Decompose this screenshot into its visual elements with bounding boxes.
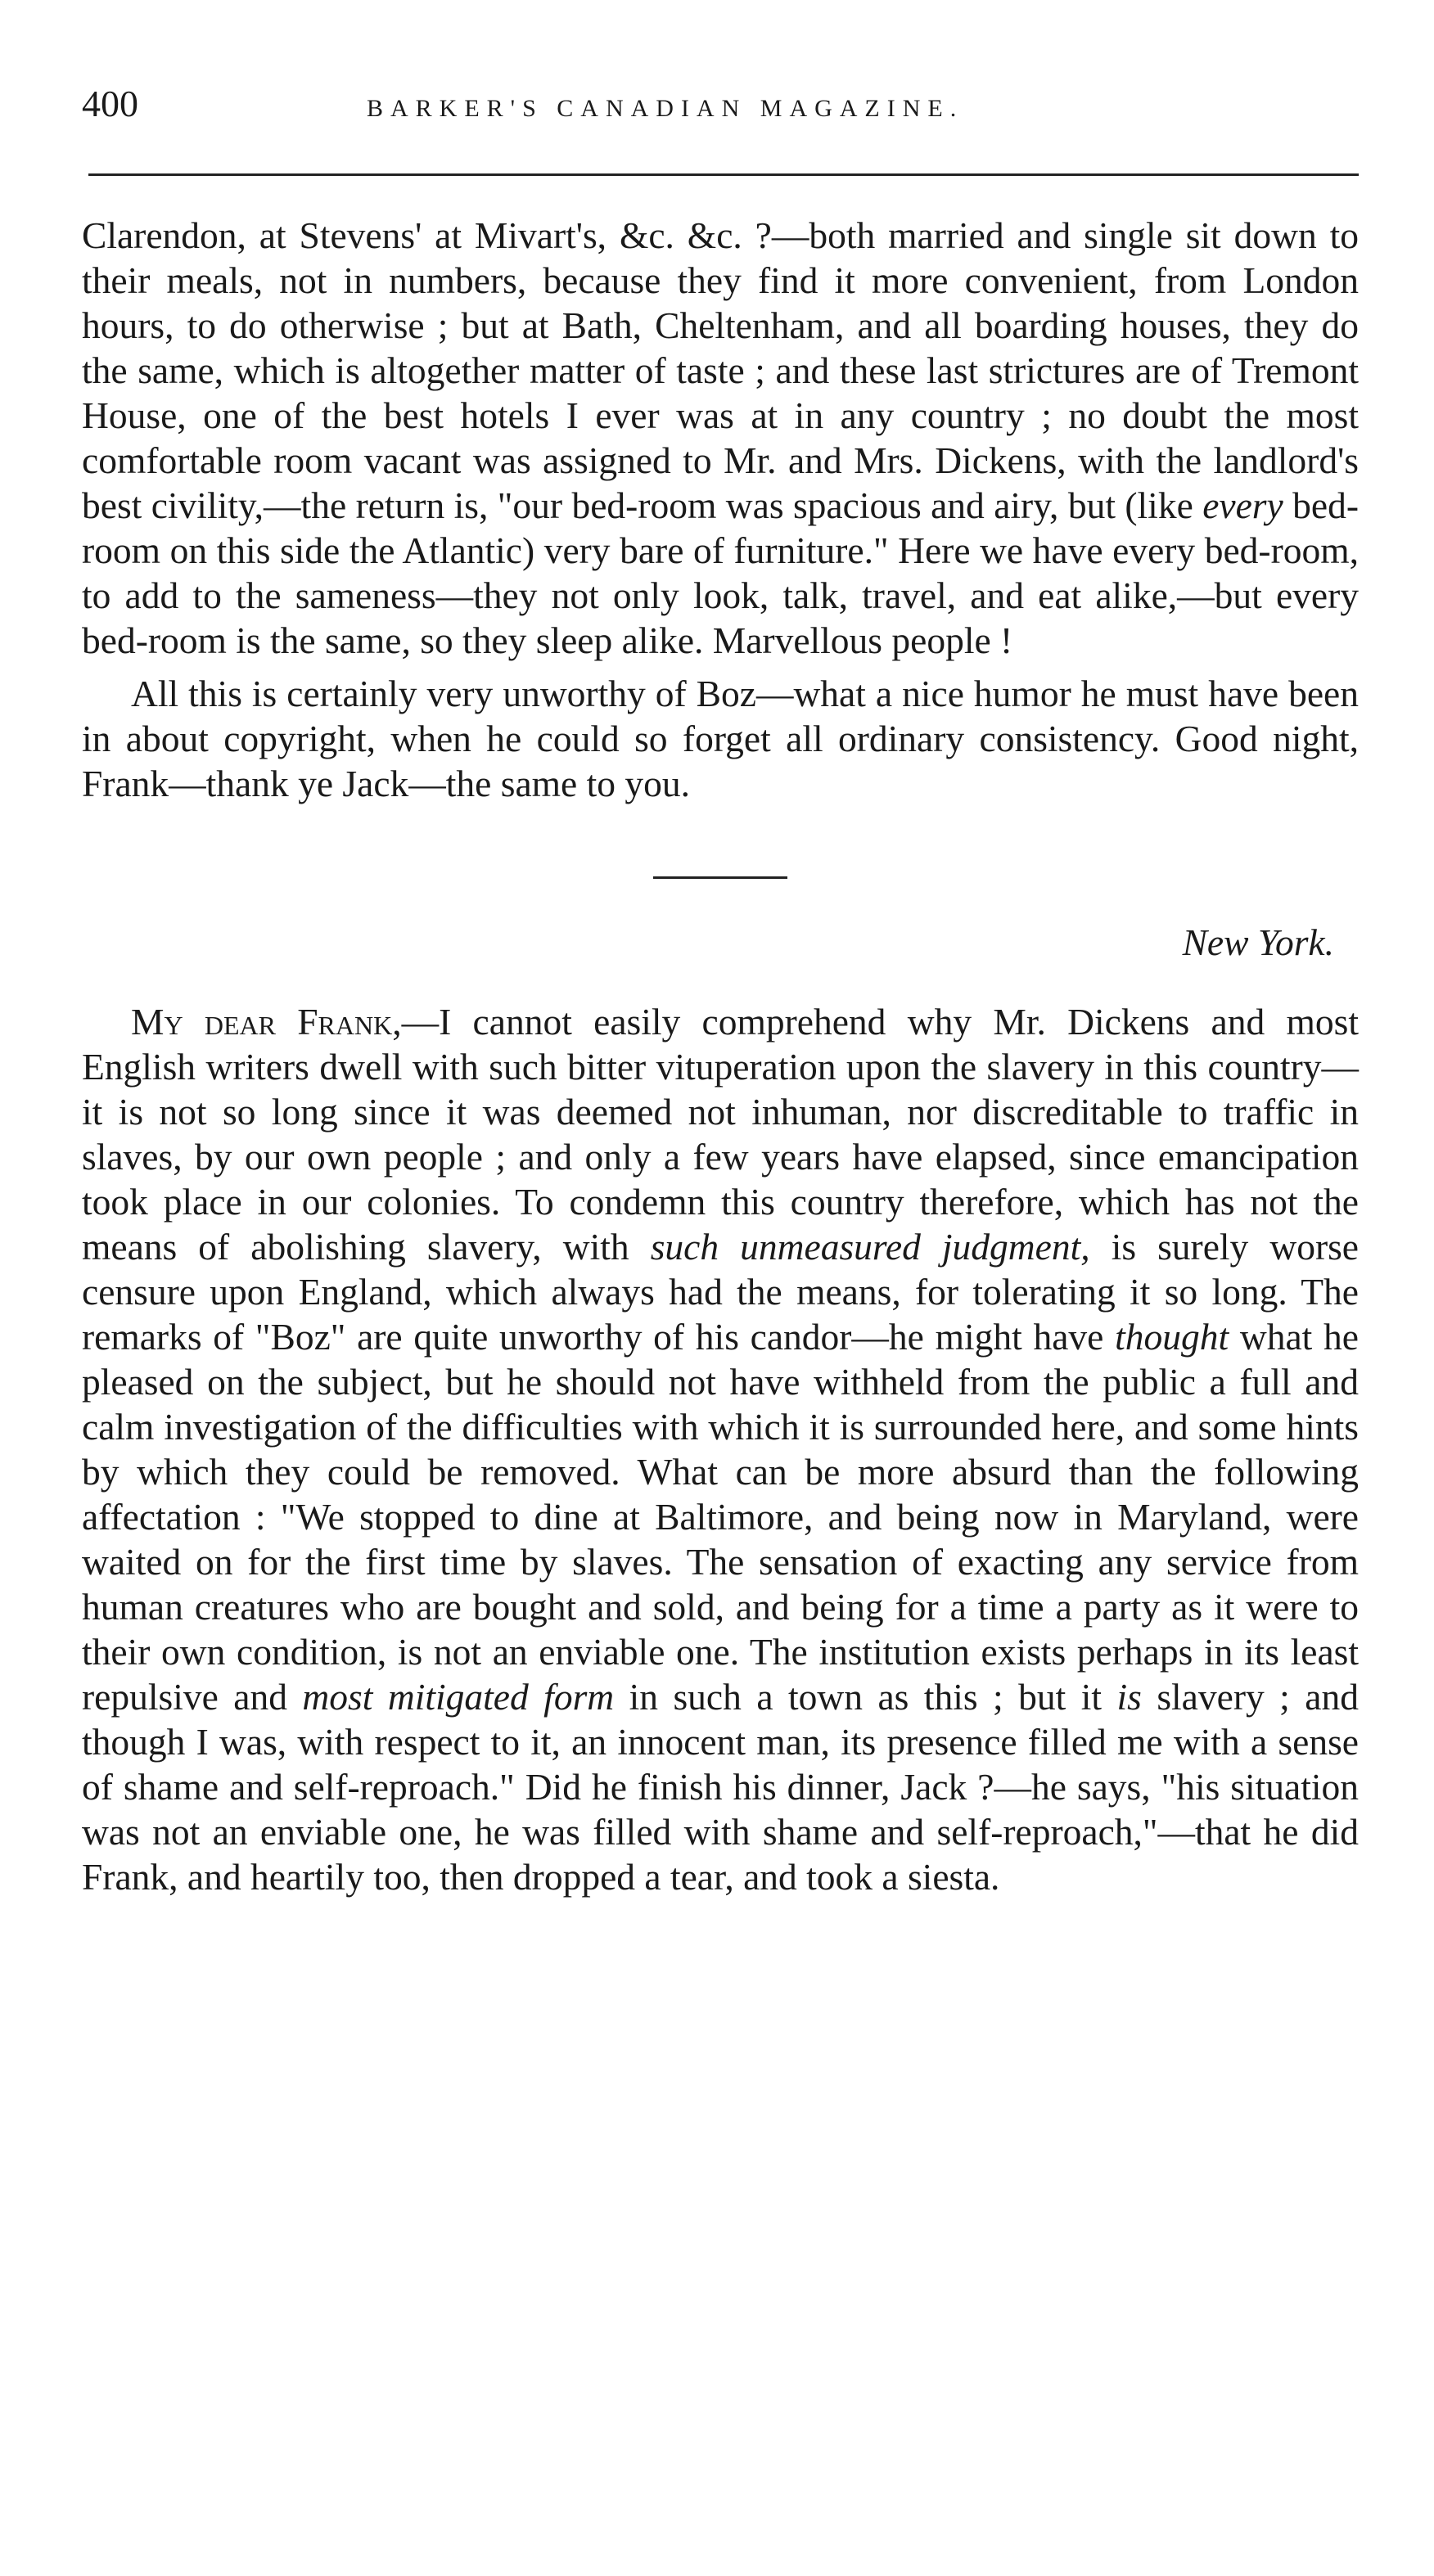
letter-emphasis-2: thought (1115, 1316, 1229, 1358)
letter-text-2: is surely worse censure upon England, which always had the means, for tolerating it so long. The remarks of "Boz" are quite unworthy of his candor—he might have (82, 1226, 1360, 1358)
letter-text-1: —I cannot easily comprehend why Mr. Dickens and most English writers dwell with such bitter vituperation upon the slavery in this country—it is not so long since it was deemed not inhuman, nor discreditable to traffic in slaves, by our own people ; and only a few years have elapsed, since emancipation took place in our colonies. To condemn this country therefore, which has not the means of abolishing slavery, with (82, 1001, 1359, 1268)
body-text (82, 213, 1359, 1899)
continued-text-1: Clarendon, at Stevens' at Mivart's, &c. &c. ?—both married and single sit down to their meals, not in numbers, because they find it more convenient, from London hours, to do otherwise ; but at Bath, Cheltenham, and all boarding houses, they do the same, which is altogether matter of taste ; and these last strictures are of Tremont House, one of the best hotels I ever was at in any country ; no doubt the most comfortable room vacant was assigned to Mr. and Mrs. Dickens, with the landlord's best civility,—the return is, "our bed-room was spacious and airy, but (like (82, 214, 1359, 526)
letter-text-3: what he pleased on the subject, but he should not have withheld from the public a full and calm investigation of the difficulties with which it is surrounded here, and some hints by which they could be removed. What can be more absurd than the following affectation : "We stopped to dine at Baltimore, and being now in Maryland, were waited on for the first time by slaves. The sensation of exacting any service from human creatures who are bought and sold, and being for a time a party as it were to their own condition, is not an enviable one. The institution exists perhaps in its least repulsive and (82, 1316, 1360, 1718)
letter-emphasis-4: is (1116, 1676, 1142, 1718)
closing-paragraph: All this is certainly very unworthy of Boz—what a nice humor he must have been in about copyright, when he could so forget all ordinary consistency. Good night, Frank—thank ye Jack—the same to you. (82, 673, 1359, 804)
page-header (82, 82, 1359, 147)
page-number: 400 (82, 83, 138, 124)
book-page (82, 82, 1360, 1898)
letter-text-4: in such a town as this ; but it (614, 1676, 1117, 1718)
salutation: My dear Frank, (131, 1001, 402, 1043)
letter-paragraph (82, 999, 1359, 1899)
letter-emphasis-3: most mitigated form (302, 1676, 615, 1718)
running-head: BARKER'S CANADIAN MAGAZINE. (367, 95, 964, 122)
continued-emphasis: every (1202, 484, 1283, 526)
header-rule (88, 173, 1359, 176)
dateline: New York. (1182, 921, 1334, 963)
continued-paragraph (82, 213, 1359, 663)
letter-text-5: slavery ; and though I was, with respect to it, an innocent man, its presence filled me with a sense of shame and self-reproach." Did he finish his dinner, Jack ?—he says, "his situation was not an enviable one, he was filled with shame and self-reproach,"—that he did Frank, and heartily too, then dropped a tear, and took a siesta. (82, 1676, 1359, 1898)
continued-text-2: bed-room on this side the Atlantic) very bare of furniture." Here we have every bed-room, to add to the sameness—they not only look, talk, travel, and eat alike,—but every bed-room is the same, so they sleep alike. Marvellous people ! (82, 484, 1359, 661)
section-divider (653, 876, 787, 879)
letter-emphasis-1: such unmeasured judgment, (650, 1226, 1090, 1268)
